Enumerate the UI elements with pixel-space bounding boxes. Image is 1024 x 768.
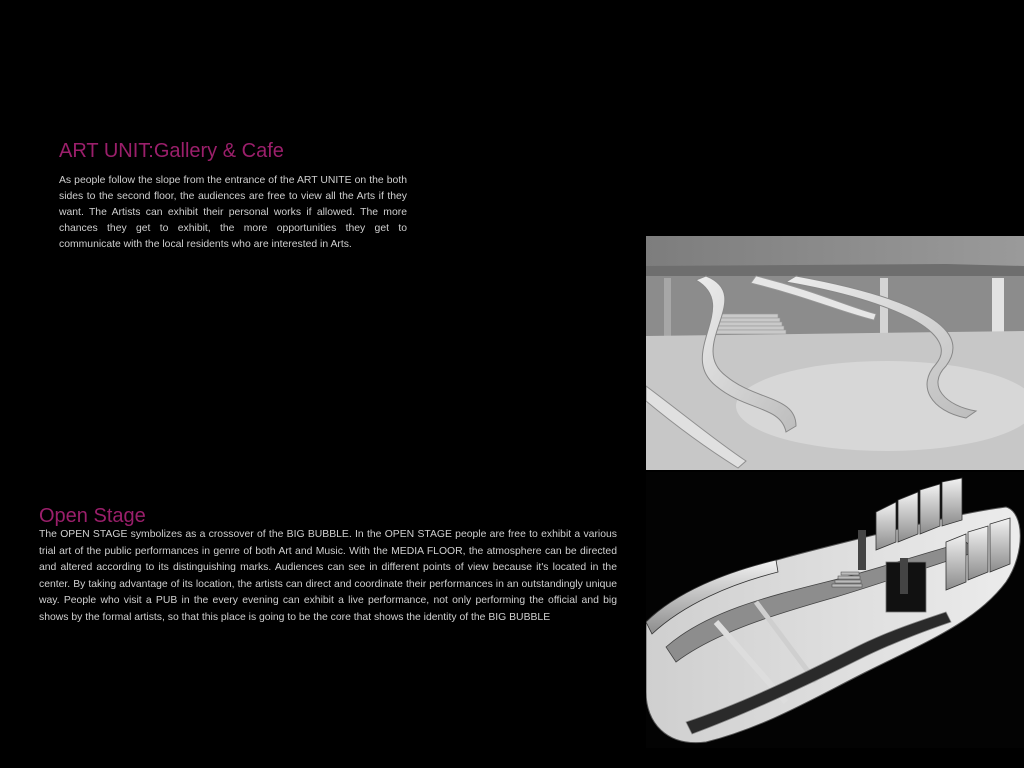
art-unit-section [59,139,407,253]
art-unit-title: ART UNIT:Gallery & Cafe [59,140,284,162]
gallery-interior-image [646,236,1024,470]
open-stage-description: The OPEN STAGE symbolizes as a crossover of the BIG BUBBLE. In the OPEN STAGE people are free to exhibit a various trial art of the public performances in genre of both Art and Music. With the MEDIA FLOOR, the atmosphere can be directed and altered according to its distinguishing marks. Audiences can see in different points of view because it's located in the center. By taking advantage of its location, the artists can direct and coordinate their performances in an outstandingly unique way. People who visit a PUB in the every evening can exhibit a live performance, not only performing the official and big shows by the formal artists, so that this place is going to be the core that shows the identity of the BIG BUBBLE [39,529,617,623]
open-stage-model-image [646,472,1024,748]
open-stage-section [39,505,617,627]
gallery-interior-render [646,236,1024,470]
open-stage-title: Open Stage [39,505,146,527]
open-stage-model-render [646,472,1024,748]
art-unit-description: As people follow the slope from the entrance of the ART UNITE on the both sides to the second floor, the audiences are free to view all the Arts if they want. The Artists can exhibit their personal works if allowed. The more chances they get to exhibit, the more opportunities they get to communicate with the local residents who are interested in Arts. [59,175,407,250]
